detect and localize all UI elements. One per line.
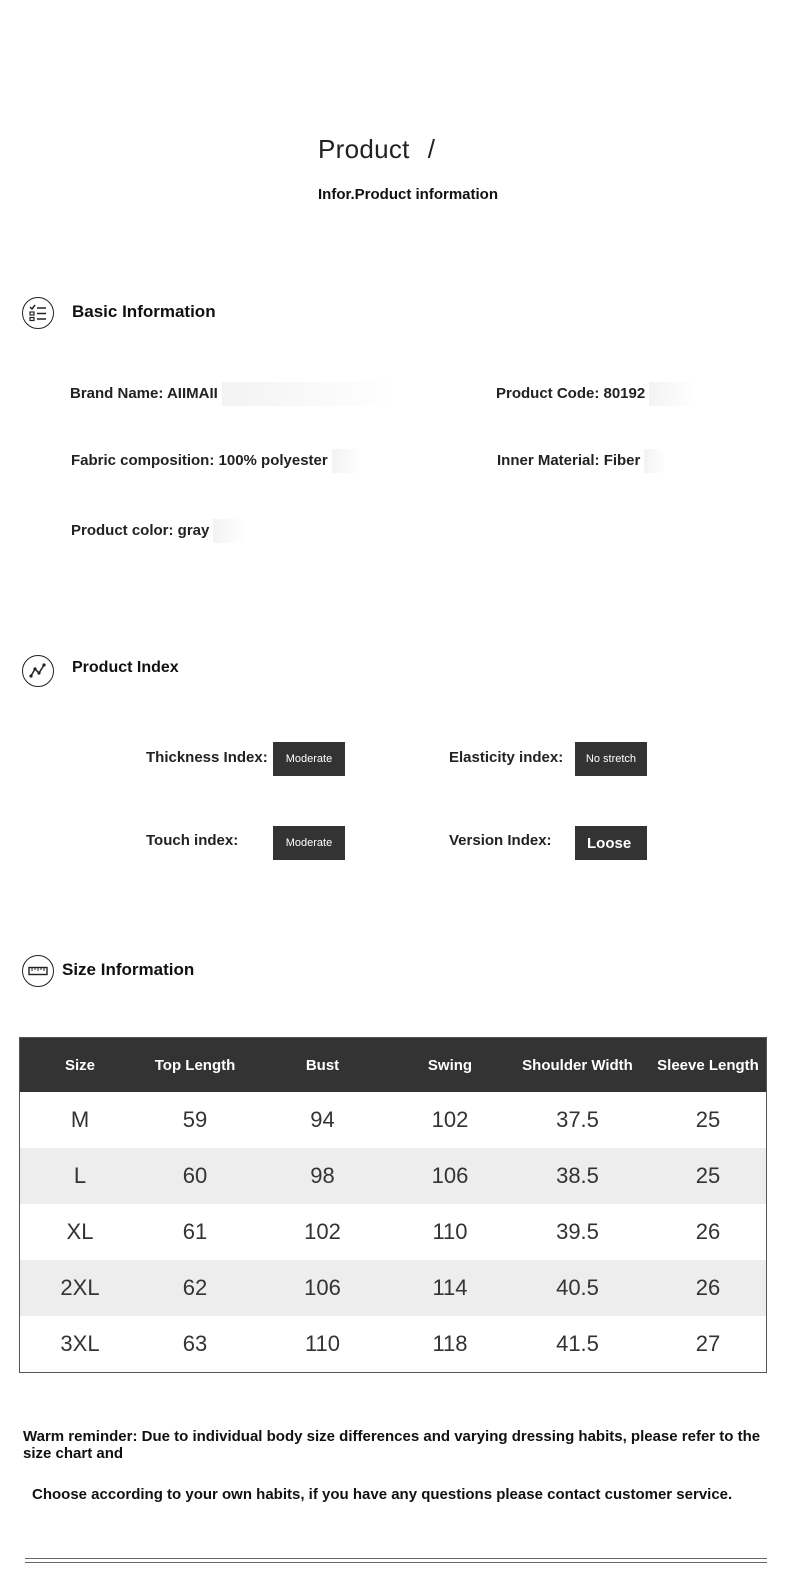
product-code [496,378,695,410]
checklist-icon [22,297,54,329]
code-fade [649,382,695,406]
cell-shoulder-width: 40.5 [556,1275,599,1300]
header-shoulder-width: Shoulder Width [522,1056,633,1074]
cell-top-length: 62 [182,1275,208,1300]
cell-sleeve-length: 25 [695,1163,721,1188]
cell-top-length: 60 [182,1163,208,1188]
title-slash: / [427,134,436,164]
cell-top-length: 61 [182,1219,208,1244]
cell-size: M [70,1107,90,1132]
cell-size: L [73,1163,87,1188]
cell-bust: 94 [310,1107,335,1132]
cell-swing: 114 [432,1275,468,1300]
brand-fade [222,382,398,406]
cell-top-length: 59 [182,1107,208,1132]
product-code-text: Product Code: 80192 [496,384,646,402]
elasticity-badge: No stretch [575,742,647,776]
cell-bust: 106 [304,1275,341,1300]
header-top-length: Top Length [154,1056,236,1074]
cell-swing: 118 [432,1331,468,1356]
size-table [19,1037,767,1373]
cell-sleeve-length: 27 [695,1331,721,1356]
table-row [20,1204,766,1260]
line-graph-icon [22,655,54,687]
cell-shoulder-width: 38.5 [556,1163,599,1188]
header-swing: Swing [427,1056,473,1074]
thickness-label: Thickness Index: [146,749,268,766]
cell-bust: 98 [310,1163,335,1188]
cell-size: XL [66,1219,94,1244]
version-label: Version Index: [449,832,552,849]
header-sleeve-length: Sleeve Length [657,1056,759,1074]
cell-shoulder-width: 37.5 [556,1107,599,1132]
color-fade [213,519,245,543]
product-color-text: Product color: gray [71,521,210,539]
cell-sleeve-length: 26 [695,1275,721,1300]
cell-bust: 102 [304,1219,341,1244]
cell-sleeve-length: 26 [695,1219,721,1244]
bottom-divider-lower [25,1562,767,1563]
cell-bust: 110 [304,1331,341,1356]
warm-reminder: Warm reminder: Due to individual body size differences and varying dressing habits, please refer to the size chart and [23,1428,761,1462]
cell-top-length: 63 [182,1331,208,1356]
cell-shoulder-width: 41.5 [556,1331,599,1356]
touch-label: Touch index: [146,832,239,849]
product-index-title: Product Index [72,659,179,676]
table-row [20,1260,766,1316]
version-badge: Loose [575,826,647,860]
brand-name-text: Brand Name: AIIMAII [70,384,218,402]
header-bust: Bust [305,1056,340,1074]
fabric-text: Fabric composition: 100% polyester [71,451,328,469]
cell-size: 3XL [60,1331,100,1356]
size-info-title: Size Information [62,960,195,979]
fabric-composition [71,445,362,477]
ruler-icon [22,955,54,987]
table-row [20,1316,766,1372]
bottom-divider-upper [25,1558,767,1559]
page-title [318,134,435,165]
cell-size: 2XL [60,1275,100,1300]
page-subtitle: Infor.Product information [318,186,498,203]
cell-swing: 106 [431,1163,469,1188]
inner-material-text: Inner Material: Fiber [497,451,641,469]
size-table-header [20,1038,766,1092]
basic-info-title: Basic Information [72,302,216,321]
inner-material [497,445,666,477]
cell-shoulder-width: 39.5 [556,1219,599,1244]
cell-swing: 102 [431,1107,469,1132]
table-row [20,1092,766,1148]
cell-sleeve-length: 25 [695,1107,721,1132]
elasticity-label: Elasticity index: [449,749,564,766]
cell-swing: 110 [432,1219,468,1244]
brand-name [70,378,398,410]
header-size: Size [64,1056,95,1074]
product-color [71,515,245,547]
warm-reminder-continued: Choose according to your own habits, if you have any questions please contact customer service. [32,1486,733,1503]
thickness-badge: Moderate [273,742,345,776]
table-row [20,1148,766,1204]
inner-fade [644,449,666,473]
fabric-fade [332,449,362,473]
touch-badge: Moderate [273,826,345,860]
page-title-text: Product [318,134,410,164]
